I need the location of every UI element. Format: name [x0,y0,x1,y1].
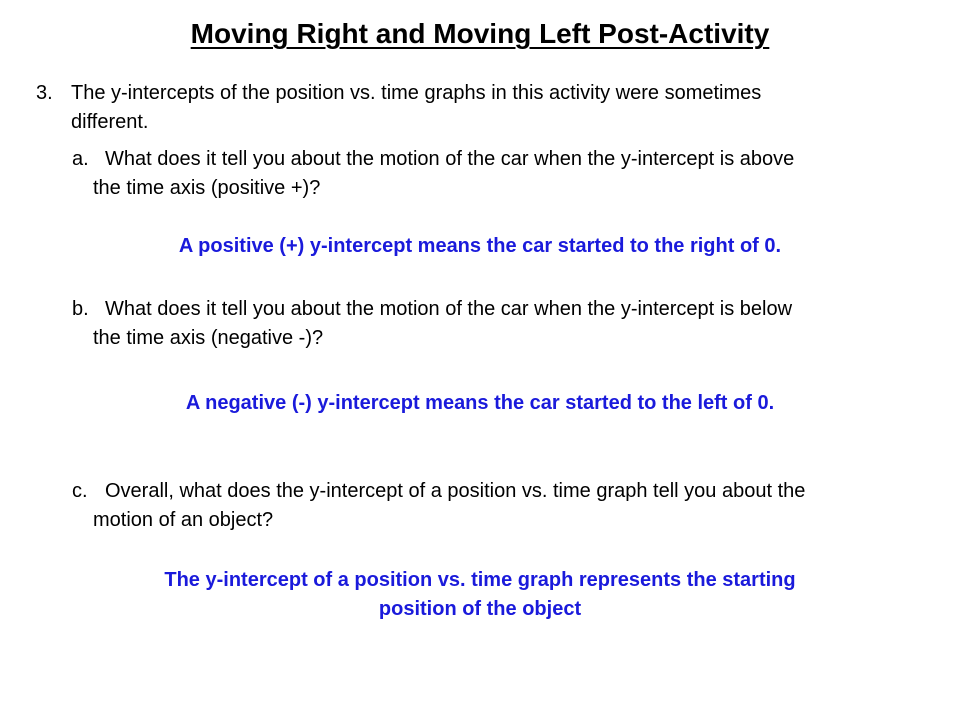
part-a-text-line-1: What does it tell you about the motion of the car when the y-intercept is above [105,148,795,170]
part-b-text-line-1: What does it tell you about the motion of the car when the y-intercept is below [105,298,793,320]
part-c-text-line-2: motion of an object? [93,509,274,531]
part-letter-c: c. [72,480,88,502]
answer-part-c [0,566,960,624]
part-letter-a: a. [72,148,89,170]
question-part-b [72,295,942,353]
question-part-c [72,477,942,535]
part-b-text-line-2: the time axis (negative -)? [93,327,324,349]
question-text-line-1: The y-intercepts of the position vs. time graphs in this activity were sometimes [71,82,762,104]
answer-part-c-line-1: The y-intercept of a position vs. time graph represents the starting [164,569,796,591]
question-number: 3. [36,82,53,104]
page-title: Moving Right and Moving Left Post-Activity [190,18,770,49]
answer-part-c-line-2: position of the object [378,598,582,620]
question-text-line-2: different. [71,111,149,133]
question-3 [36,79,916,137]
answer-part-a: A positive (+) y-intercept means the car started to the right of 0. [178,235,782,257]
answer-part-b: A negative (-) y-intercept means the car started to the left of 0. [185,392,775,414]
part-a-text-line-2: the time axis (positive +)? [93,177,321,199]
part-c-text-line-1: Overall, what does the y-intercept of a position vs. time graph tell you about the [105,480,806,502]
part-letter-b: b. [72,298,89,320]
question-part-a [72,145,942,203]
